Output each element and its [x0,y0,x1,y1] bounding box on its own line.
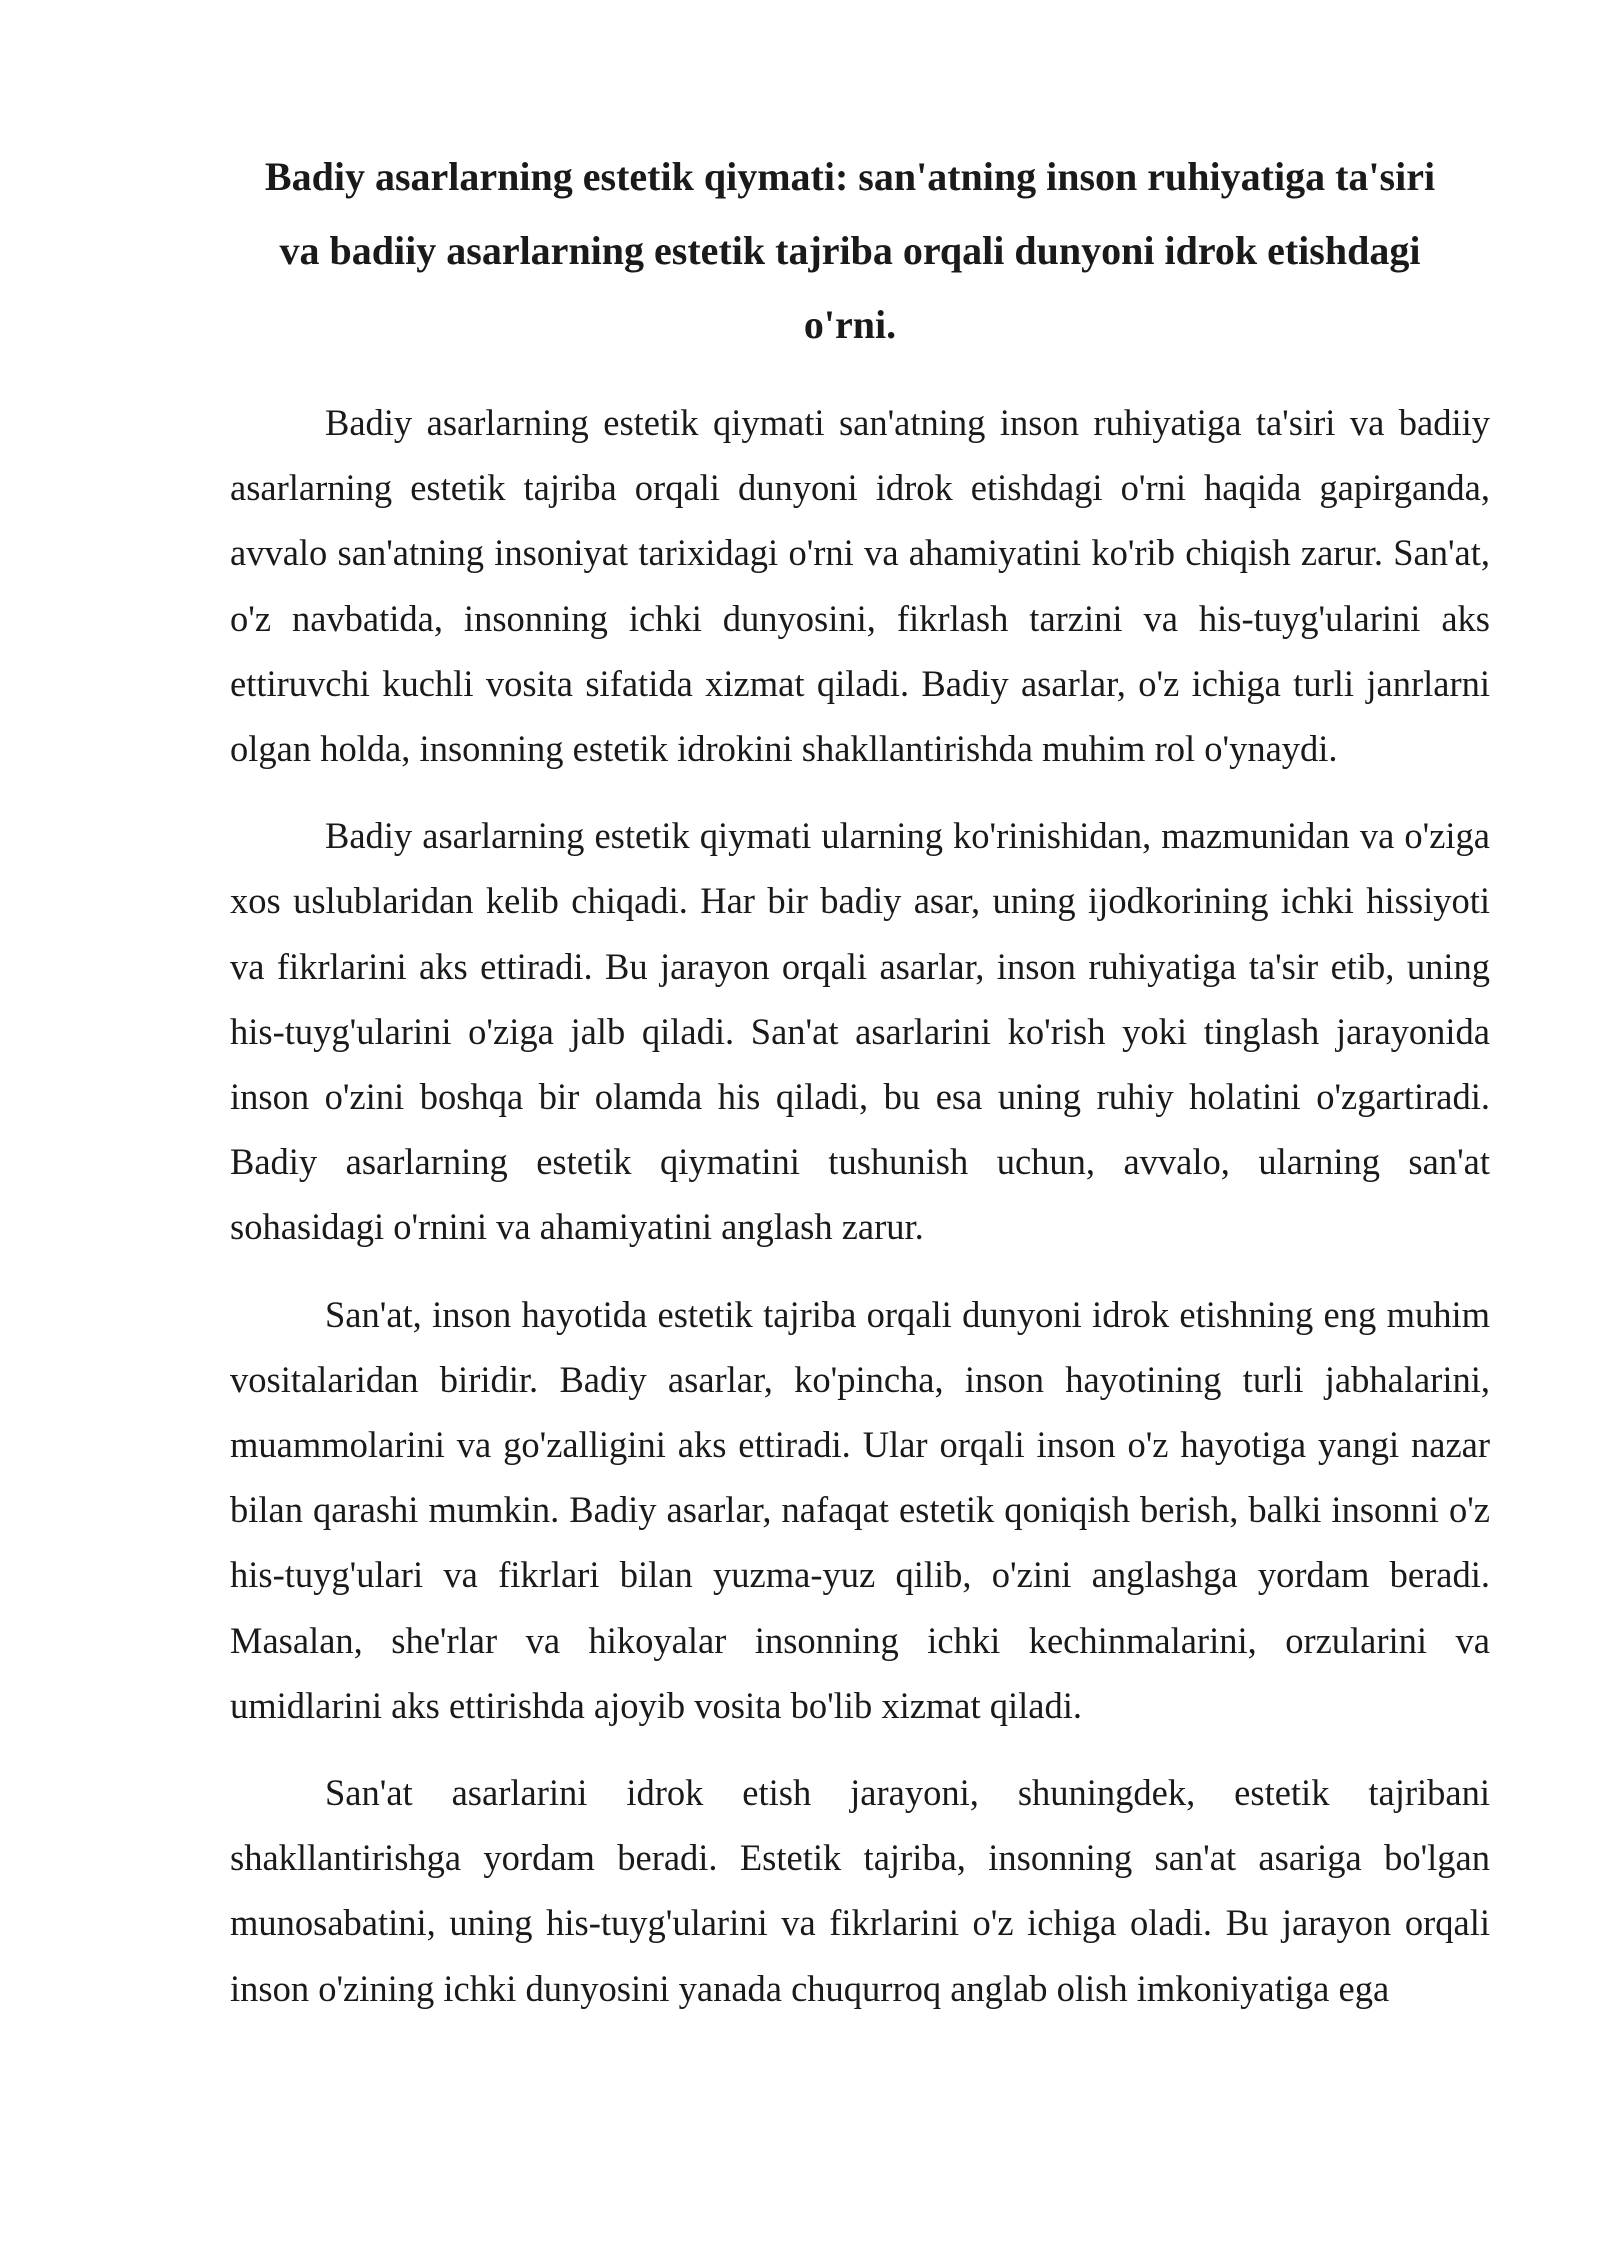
paragraph-3: San'at, inson hayotida estetik tajriba orqali dunyoni idrok etishning eng muhim vositalaridan biridir. Badiy asarlar, ko'pincha, inson hayotining turli jabhalarini, muammolarini va go'zalligini aks ettiradi. Ular orqali inson o'z hayotiga yangi nazar bilan qarashi mumkin. Badiy asarlar, nafaqat estetik qoniqish berish, balki insonni o'z his-tuyg'ulari va fikrlari bilan yuzma-yuz qilib, o'zini anglashga yordam beradi. Masalan, she'rlar va hikoyalar insonning ichki kechinmalarini, orzularini va umidlarini aks ettirishda ajoyib vosita bo'lib xizmat qiladi. [230,1293,1490,1726]
paragraph-1: Badiy asarlarning estetik qiymati san'atning inson ruhiyatiga ta'siri va badiiy asarlarning estetik tajriba orqali dunyoni idrok etishdagi o'rni haqida gapirganda, avvalo san'atning insoniyat tarixidagi o'rni va ahamiyatini ko'rib chiqish zarur. San'at, o'z navbatida, insonning ichki dunyosini, fikrlash tarzini va his-tuyg'ularini aks ettiruvchi kuchli vosita sifatida xizmat qiladi. Badiy asarlar, o'z ichiga turli janrlarni olgan holda, insonning estetik idrokini shakllantirishda muhim rol o'ynaydi. [230,402,1490,770]
document-body [230,390,1490,2043]
paragraph-4: San'at asarlarini idrok etish jarayoni, shuningdek, estetik tajribani shakllantirishga yordam beradi. Estetik tajriba, insonning san'at asariga bo'lgan munosabatini, uning his-tuyg'ularini va fikrlarini o'z ichiga oladi. Bu jarayon orqali inson o'zining ichki dunyosini yanada chuqurroq anglab olish imkoniyatiga ega [230,1772,1490,2009]
paragraph-2: Badiy asarlarning estetik qiymati ularning ko'rinishidan, mazmunidan va o'ziga xos uslublaridan kelib chiqadi. Har bir badiy asar, uning ijodkorining ichki hissiyoti va fikrlarini aks ettiradi. Bu jarayon orqali asarlar, inson ruhiyatiga ta'sir etib, uning his-tuyg'ularini o'ziga jalb qiladi. San'at asarlarini ko'rish yoki tinglash jarayonida inson o'zini boshqa bir olamda his qiladi, bu esa uning ruhiy holatini o'zgartiradi. Badiy asarlarning estetik qiymatini tushunish uchun, avvalo, ularning san'at sohasidagi o'rnini va ahamiyatini anglash zarur. [230,815,1490,1248]
document-title: Badiy asarlarning estetik qiymati: san'atning inson ruhiyatiga ta'siri va badiiy asarlarning estetik tajriba orqali dunyoni idrok etishdagi o'rni. [264,154,1436,347]
